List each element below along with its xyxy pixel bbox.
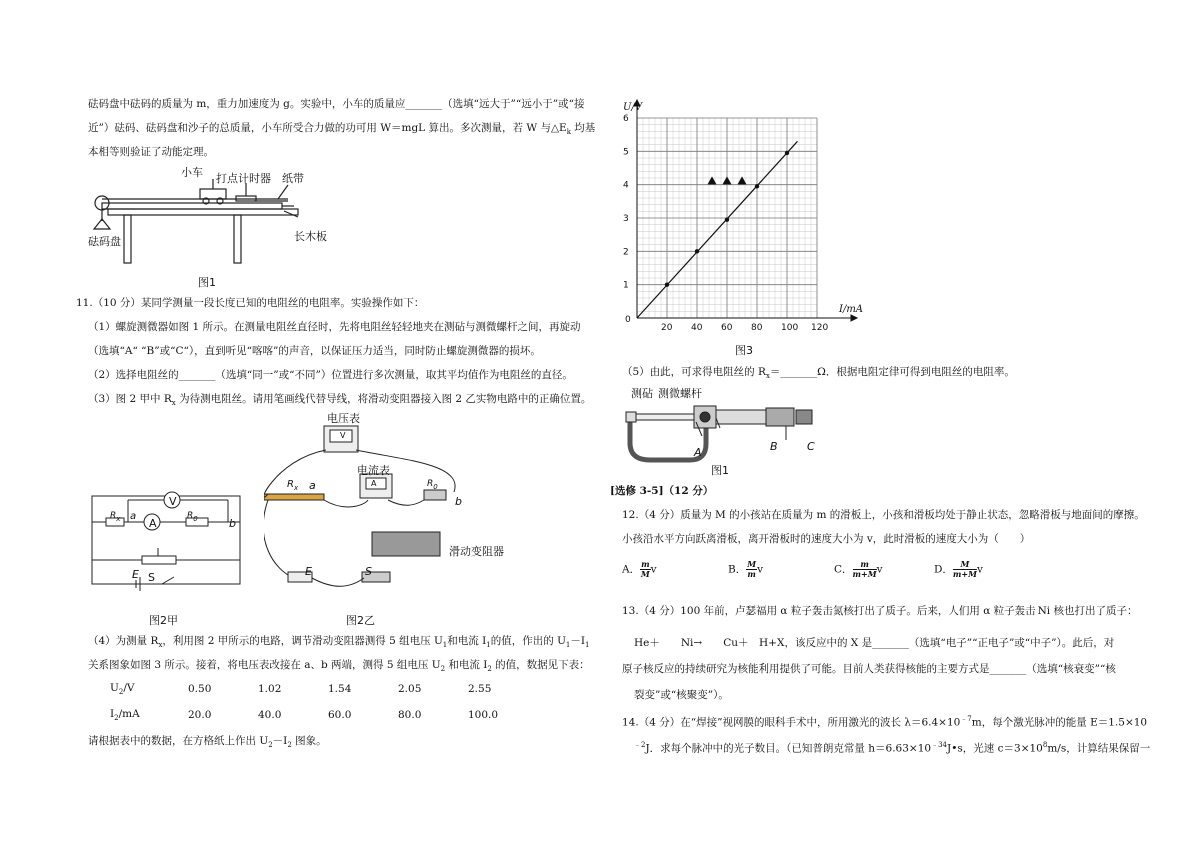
table-cell: 1.02 bbox=[258, 683, 282, 695]
table-cell: 20.0 bbox=[188, 709, 212, 721]
question-13-line2: He＋ Ni→ Cu＋ H+X，该反应中的 X 是_______（选填“电子”“正电子”或“中子”）。此后，对 bbox=[634, 637, 1115, 649]
data-point bbox=[785, 151, 789, 155]
ammeter-label: 电流表 bbox=[357, 464, 390, 477]
question-13-line3: 原子核反应的持续研究为核能利用提供了可能。目前人类获得核能的主要方式是_______（选填“核衰变”“核 bbox=[622, 663, 1116, 675]
table-cell: 0.50 bbox=[188, 683, 212, 695]
question-14-line2: $^{﹣2}$J．求每个脉冲中的光子数目。（已知普朗克常量 $h=6.63\times 10^{﹣34}J•s$，光速 $c=3\times 10^8m/s$，计算结果保留一 bbox=[634, 741, 1151, 755]
table-cell: 2.05 bbox=[398, 683, 422, 695]
schematic-e-label: E bbox=[132, 568, 139, 581]
physical-voltmeter-symbol: V bbox=[340, 431, 346, 440]
physical-rx-label: $R_x$ bbox=[287, 479, 299, 492]
data-point bbox=[665, 282, 669, 286]
option-b[interactable]: B． $\frac{M}{m}$ v bbox=[728, 559, 764, 579]
table-cell: 2.55 bbox=[468, 683, 492, 695]
table-row bbox=[110, 702, 538, 728]
measurement-table bbox=[110, 676, 538, 728]
x-tick-label: 100 bbox=[781, 323, 799, 333]
chart-x-label: I/mA bbox=[839, 304, 864, 315]
micrometer-a-label: A bbox=[694, 446, 702, 459]
data-point bbox=[695, 249, 699, 253]
tape-label: 纸带 bbox=[282, 172, 304, 185]
u-i-chart bbox=[615, 92, 885, 340]
x-tick-label: 120 bbox=[811, 323, 829, 333]
micrometer-caption: 图1 bbox=[711, 464, 729, 477]
x-axis-arrow bbox=[851, 315, 857, 321]
physical-e-label: E bbox=[305, 565, 312, 578]
row-header-voltage: $U_2/V$ bbox=[110, 681, 135, 697]
figure3-caption: 图3 bbox=[735, 344, 753, 357]
triangle-marker bbox=[723, 176, 732, 184]
micrometer-c-label: C bbox=[807, 440, 815, 453]
question-11-part2: （2）选择电阻丝的_______（选填“同一”或“不同”）位置进行多次测量，取其平均值作为电阻丝的直径。 bbox=[88, 369, 573, 381]
chart-y-label: U/V bbox=[623, 102, 643, 113]
table-cell: 1.54 bbox=[328, 683, 352, 695]
schematic-r0-label: $R_0$ bbox=[187, 511, 198, 523]
table-cell: 60.0 bbox=[328, 709, 352, 721]
y-tick-label: 6 bbox=[623, 114, 629, 124]
car-label: 小车 bbox=[181, 166, 203, 179]
question-12-line2: 小孩沿水平方向跃离滑板，离开滑板时的速度大小为 v，此时滑板的速度大小为（ ） bbox=[622, 533, 1031, 545]
option-c[interactable]: C． $\frac{m}{m+M}$ v bbox=[834, 559, 883, 579]
data-point bbox=[755, 184, 759, 188]
question-14-line1: 14.（4 分）在“焊接”视网膜的眼科手术中，所用激光的波长 $\lambda=6.4\times 10^{﹣7}m$，每个激光脉冲的能量 E＝1.5×10 bbox=[622, 715, 1148, 729]
question-11-part4-line3: 请根据表中的数据，在方格纸上作出 $U_2-I_2$ 图象。 bbox=[88, 735, 327, 750]
elective-section-heading: [选修 3-5]（12 分） bbox=[610, 485, 714, 497]
y-tick-label: 4 bbox=[623, 180, 629, 191]
question-13-line1: 13.（4 分）100 年前，卢瑟福用 α 粒子轰击氮核打出了质子。后来，人们用 α 粒子轰击 Ni 核也打出了质子： bbox=[622, 605, 1138, 617]
table-row bbox=[110, 676, 538, 702]
question-11-part5: （5）由此，可求得电阻丝的 $R_x=\_\_\_\_\_\_\_\Omega$．根据电阻定律可得到电阻丝的电阻率。 bbox=[622, 366, 1015, 381]
chart-origin-label: 0 bbox=[625, 315, 631, 325]
physical-s-label: S bbox=[365, 565, 372, 578]
y-tick-label: 5 bbox=[623, 147, 629, 158]
rheostat-label: 滑动变阻器 bbox=[449, 545, 504, 558]
paragraph-line-3: 本相等则验证了动能定理。 bbox=[88, 146, 214, 158]
weight-pan-label: 砝码盘 bbox=[88, 235, 121, 248]
table-cell: 100.0 bbox=[468, 709, 499, 721]
physical-ammeter-symbol: A bbox=[371, 479, 377, 488]
physical-r0-label: $R_0$ bbox=[427, 479, 438, 491]
table-cell: 40.0 bbox=[258, 709, 282, 721]
paragraph-line-1: 砝码盘中砝码的质量为 m，重力加速度为 g。实验中，小车的质量应_______（选填“远大于”“远小于”或“接 bbox=[88, 98, 585, 110]
schematic-rx-label: $R_x$ bbox=[110, 511, 121, 523]
question-11-part1-line2: （选填“A“ “B”或“C“），直到听见“喀喀”的声音，以保证压力适当，同时防止螺旋测微器的损坏。 bbox=[88, 345, 541, 357]
y-tick-label: 3 bbox=[623, 214, 629, 224]
table-cell: 80.0 bbox=[398, 709, 422, 721]
question-11-part1-line1: （1）螺旋测微器如图 1 所示。在测量电阻丝直径时，先将电阻丝轻轻地夹在测砧与测微螺杆之间，再旋动 bbox=[88, 321, 581, 333]
circuit-schematic bbox=[88, 484, 248, 594]
option-a[interactable]: A． $\frac{m}{M}$ v bbox=[622, 559, 657, 579]
figure1-caption: 图1 bbox=[198, 276, 216, 289]
y-tick-label: 1 bbox=[623, 280, 629, 291]
question-11-heading: 11.（10 分）某同学测量一段长度已知的电阻丝的电阻率。实验操作如下： bbox=[76, 297, 425, 309]
x-tick-label: 80 bbox=[751, 323, 763, 333]
row-header-current: $I_2/mA$ bbox=[110, 707, 140, 723]
data-point bbox=[725, 217, 729, 221]
schematic-a-label: a bbox=[130, 511, 137, 522]
voltmeter-label: 电压表 bbox=[327, 412, 360, 425]
question-12-line1: 12.（4 分）质量为 M 的小孩站在质量为 m 的滑板上，小孩和滑板均处于静止状态，忽略滑板与地面间的摩擦。 bbox=[622, 509, 1145, 521]
y-tick-label: 2 bbox=[623, 247, 629, 258]
schematic-voltmeter-symbol: V bbox=[169, 495, 177, 508]
micrometer-b-label: B bbox=[770, 440, 778, 453]
question-13-line4: 裂变”或“核聚变”）。 bbox=[634, 689, 729, 701]
question-11-part4-line1: （4）为测量 $R_x$，利用图 2 甲所示的电路，调节滑动变阻器测得 5 组电压 $U_1$和电流 $I_1$的值，作出的 $U_1-I_1$ bbox=[88, 635, 590, 650]
anvil-label: 测砧 bbox=[631, 387, 653, 400]
schematic-b-label: b bbox=[229, 517, 236, 530]
x-tick-label: 20 bbox=[661, 323, 673, 333]
option-d[interactable]: D． $\frac{M}{m+M}$ v bbox=[934, 559, 983, 579]
spindle-label: 测微螺杆 bbox=[658, 387, 702, 400]
timer-label: 打点计时器 bbox=[216, 172, 271, 185]
x-tick-label: 60 bbox=[721, 323, 733, 333]
paragraph-line-2: 近”）砝码、砝码盘和沙子的总质量，小车所受合力做的功可用 W＝mgL 算出。多次测量，若 W 与$\triangle E_k$ 均基 bbox=[88, 122, 596, 137]
schematic-s-label: S bbox=[148, 571, 155, 584]
question-11-part3: （3）图 2 甲中 $R_x$ 为待测电阻丝。请用笔画线代替导线，将滑动变阻器接入图 2 乙实物电路中的正确位置。 bbox=[88, 393, 592, 408]
schematic-ammeter-symbol: A bbox=[149, 517, 157, 530]
physical-a-label: a bbox=[309, 479, 316, 492]
figure2b-caption: 图2乙 bbox=[346, 614, 375, 627]
question-11-part4-line2: 关系图象如图 3 所示。接着，将电压表改接在 a、b 两端，测得 5 组电压 $U_2$ 和电流 $I_2$ 的值，数据见下表： bbox=[88, 659, 590, 674]
board-label: 长木板 bbox=[294, 230, 327, 243]
physical-b-label: b bbox=[455, 495, 462, 508]
physical-circuit bbox=[264, 420, 514, 600]
x-tick-label: 40 bbox=[691, 323, 703, 333]
figure2a-caption: 图2甲 bbox=[149, 614, 178, 627]
